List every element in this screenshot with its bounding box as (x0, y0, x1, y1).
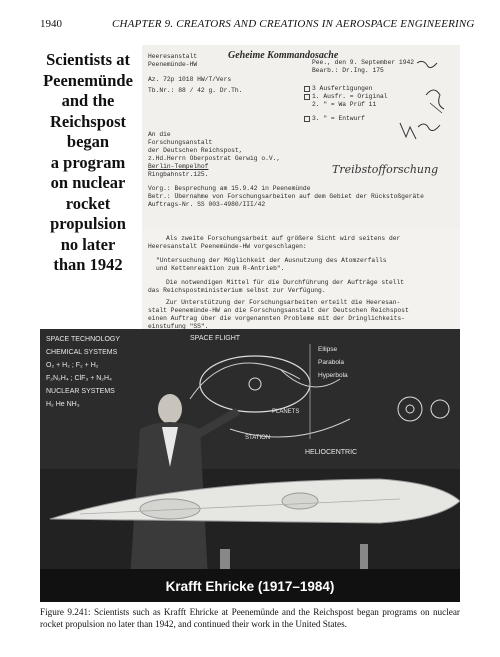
side-caption-line: propulsion (50, 214, 126, 233)
copies-line: 3 Ausfertigungen (312, 85, 373, 92)
figure-caption: Figure 9.241: Scientists such as Krafft Ehricke at Peenemünde and the Reichspost began programs on nuclear rocket propulsion no later than 1942, and continued their work in the United States. (40, 607, 460, 629)
handwritten-note: Treibstofforschung (332, 163, 439, 176)
chalk-notes-right (318, 343, 348, 382)
side-caption-line: Peenemünde (43, 70, 133, 90)
sender-line: Peenemünde-HW (148, 61, 198, 68)
page-header (40, 18, 480, 34)
side-caption-line: Reichspost (49, 111, 127, 131)
chalk-text: H₂ He NH₃ (46, 401, 80, 408)
date-line: Bearb.: Dr.Ing. 175 (312, 67, 384, 74)
document-body-line: Die notwendigen Mittel für die Durchführung der Aufträge stellt (166, 279, 405, 286)
chalk-text: STATION (245, 435, 271, 441)
chapter-title: CHAPTER 9. CREATORS AND CREATIONS IN AEROSPACE ENGINEERING (112, 18, 475, 30)
reference-line: Betr.: Übernahme von Forschungsarbeiten auf dem Gebiet der Rückstoßgeräte (148, 193, 424, 200)
document-body-line: Zur Unterstützung der Forschungsarbeiten erteilt die Heeresan- (166, 299, 401, 306)
sender-line: Heeresanstalt (148, 53, 198, 60)
chalk-text: F₂N₂H₄ ; ClF₃ + N₂H₄ (46, 375, 112, 382)
side-caption-line: began (66, 132, 110, 151)
secret-stamp: Geheime Kommandosache (228, 50, 339, 61)
reference-line: Auftrags-Nr. SS 003-4980/III/42 (148, 201, 266, 208)
chalk-text: PLANETS (272, 409, 300, 415)
page-number: 1940 (40, 18, 62, 30)
sender-line: Tb.Nr.: 88 / 42 g. Dr.Th. (148, 87, 243, 94)
side-caption-line: no later (60, 234, 116, 254)
address-line: An die (148, 131, 171, 138)
side-caption-line: Scientists at (46, 50, 130, 69)
side-caption-line: than 1942 (53, 255, 123, 274)
document-body-line: das Reichspostministerium selbst zur Verfügung. (148, 287, 326, 294)
chalk-text: SPACE TECHNOLOGY (46, 336, 121, 343)
sender-line: Az. 72p 1018 HW/T/Vers (148, 76, 232, 83)
address-line: der Deutschen Reichspost, (148, 147, 243, 154)
chalk-text: CHEMICAL SYSTEMS (46, 349, 118, 356)
chalk-text: HELIOCENTRIC (305, 449, 358, 456)
document-body-line: Als zweite Forschungsarbeit auf größere Sicht wird seitens der (166, 235, 401, 242)
side-caption (36, 50, 140, 276)
address-line: Ringbahnstr.125. (148, 171, 209, 178)
chalk-text: NUCLEAR SYSTEMS (46, 388, 115, 395)
address-line: Forschungsanstalt (148, 139, 213, 146)
address-line: Berlin-Tempelhof (148, 163, 209, 170)
side-caption-line: on nuclear (50, 173, 126, 192)
chalk-text: Parabola (318, 359, 345, 366)
document-body-line: und Kettenreaktion zum R-Antrieb". (156, 265, 285, 272)
document-body-line: Heeresanstalt Peenemünde-HW vorgeschlagen: (148, 243, 307, 250)
chalk-text: SPACE FLIGHT (190, 335, 241, 342)
document-body-line: stalt Peenemünde-HW an die Forschungsanstalt der Deutschen Reichspost (148, 307, 409, 314)
photo-label: Krafft Ehricke (1917–1984) (165, 579, 335, 594)
side-caption-line: rocket (65, 193, 111, 213)
reference-line: Vorg.: Besprechung am 15.9.42 in Peenemünde (148, 185, 311, 192)
side-caption-line: a program (50, 152, 126, 172)
copies-line: 2. " = Wa Prüf 11 (312, 101, 377, 108)
document-body-line: einstufung "SS". (148, 323, 209, 329)
date-line: Pee., den 9. September 1942 (312, 59, 415, 66)
archival-document-header (142, 45, 460, 229)
document-body-line: einen Auftrag über die vorgenannten Probleme mit der Dringlichkeits- (148, 315, 405, 322)
chalk-notes-left (46, 333, 120, 411)
address-line: z.Hd.Herrn Oberpostrat Gerwig o.V., (148, 155, 281, 162)
handwritten-marks (142, 45, 460, 229)
archival-document-body (142, 229, 460, 329)
ehricke-photograph (40, 329, 460, 602)
copies-line: 3. " = Entwurf (312, 115, 365, 122)
chalk-text: O₂ + H₂ ; F₂ + H₂ (46, 362, 99, 369)
side-caption-line: and the (61, 91, 115, 110)
chalk-text: Hyperbola (318, 372, 348, 379)
document-body-line: "Untersuchung der Möglichkeit der Ausnutzung des Atomzerfalls (156, 257, 387, 264)
copies-line: 1. Ausfr. = Original (312, 93, 388, 100)
chalk-text: Ellipse (318, 346, 338, 353)
